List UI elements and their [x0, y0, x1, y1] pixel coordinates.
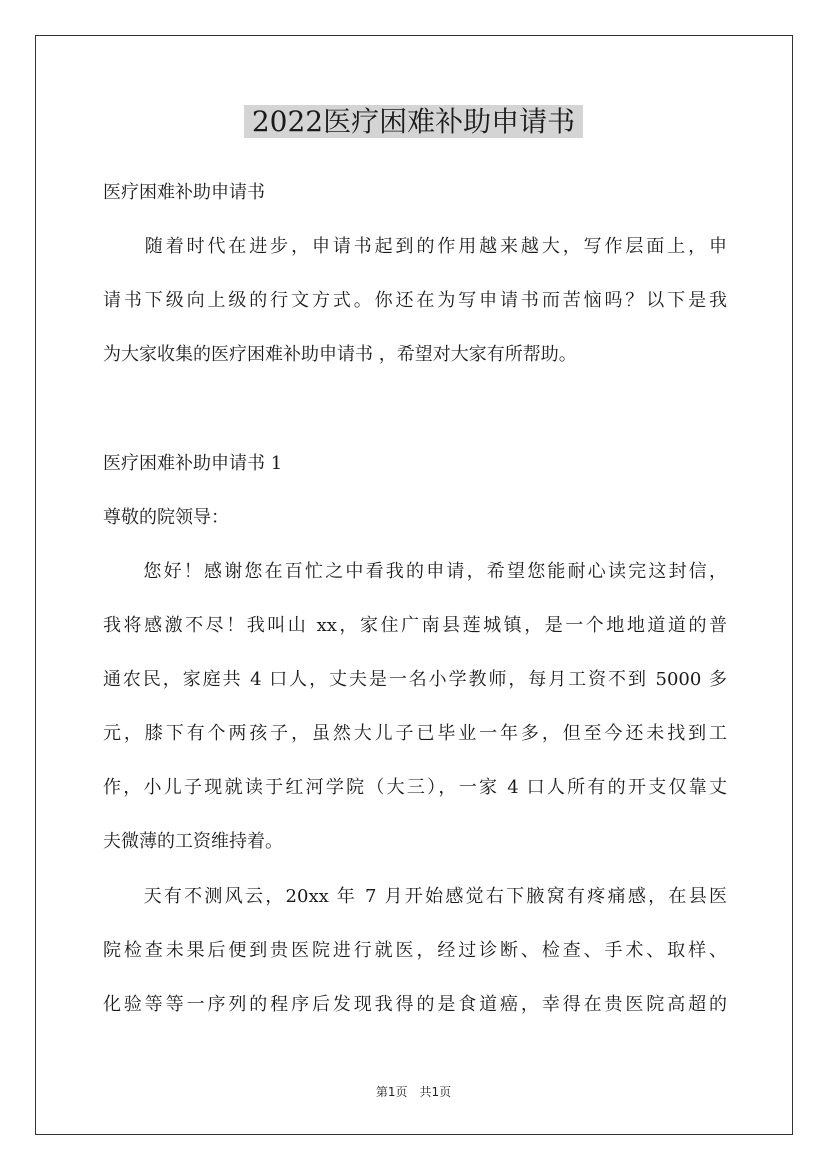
intro-line: 随着时代在进步，申请书起到的作用越来越大，写作层面上，申 — [103, 236, 727, 257]
paragraph-line: 您好！感谢您在百忙之中看我的申请，希望您能耐心读完这封信， — [103, 561, 727, 582]
document-title — [0, 100, 827, 144]
intro-line: 为大家收集的医疗困难补助申请书 ，希望对大家有所帮助。 — [103, 344, 577, 365]
paragraph-line: 元，膝下有个两孩子，虽然大儿子已毕业一年多，但至今还未找到工 — [103, 723, 727, 744]
paragraph-line: 通农民，家庭共 4 口人，丈夫是一名小学教师，每月工资不到 5000 多 — [103, 669, 727, 690]
intro-paragraph — [103, 220, 727, 382]
section-heading: 医疗困难补助申请书 1 — [103, 453, 283, 474]
paragraph-line: 天有不测风云，20xx 年 7 月开始感觉右下腋窝有疼痛感，在县医 — [103, 886, 727, 907]
paragraph-line: 夫微薄的工资维持着。 — [103, 831, 283, 852]
paragraph-1 — [103, 545, 727, 869]
paragraph-2 — [103, 870, 727, 1032]
document-title-text: 2022医疗困难补助申请书 — [244, 105, 583, 138]
paragraph-line: 化验等等一序列的程序后发现我得的是食道癌，幸得在贵医院高超的 — [103, 994, 727, 1015]
salutation: 尊敬的院领导： — [103, 507, 229, 528]
paragraph-line: 作，小儿子现就读于红河学院（大三），一家 4 口人所有的开支仅靠丈 — [103, 777, 727, 798]
page-footer: 第1页 共1页 — [375, 1085, 452, 1099]
intro-line: 请书下级向上级的行文方式。你还在为写申请书而苦恼吗？以下是我 — [103, 290, 727, 311]
paragraph-line: 我将感激不尽！我叫山 xx，家住广南县莲城镇，是一个地地道道的普 — [103, 615, 727, 636]
paragraph-line: 院检查未果后便到贵医院进行就医，经过诊断、检查、手术、取样、 — [103, 940, 727, 961]
document-subtitle: 医疗困难补助申请书 — [103, 182, 265, 203]
